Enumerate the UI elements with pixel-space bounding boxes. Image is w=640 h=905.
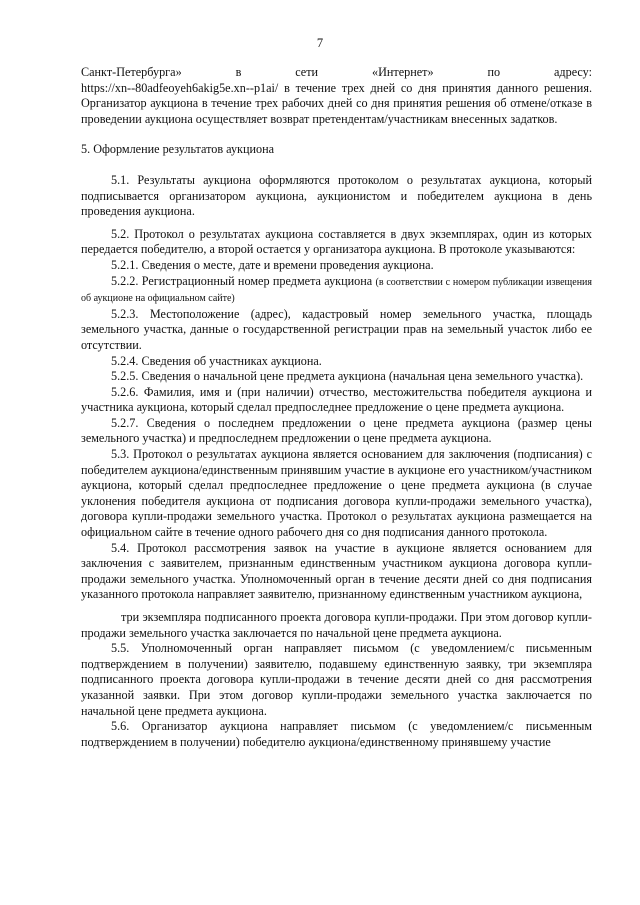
intro-first-line: Санкт-Петербурга» в сети «Интернет» по адресу:: [81, 65, 592, 79]
paragraph-5-4-continued: три экземпляра подписанного проекта договора купли-продажи. При этом договор купли-продажи земельного участка заключается по начальной цене предмета аукциона.: [81, 610, 592, 640]
intro-paragraph: https://xn--80adfeoyeh6akig5e.xn--p1ai/ в течение трех дней со дня принятия данного решения. Организатор аукциона в течение трех рабочих дней со дня принятия решения об отмене/отказе в проведении аукциона осуществляет возврат претендентам/участникам внесенных задатков.: [81, 80, 592, 126]
paragraph-5-2-6: 5.2.6. Фамилия, имя и (при наличии) отчество, местожительства победителя аукциона и участника аукциона, который сделал предпоследнее предложение о цене предмета аукциона.: [81, 384, 592, 415]
paragraph-5-5: 5.5. Уполномоченный орган направляет письмом (с уведомлением/с письменным подтверждением в получении) заявителю, подавшему единственную заявку, три экземпляра подписанного проекта договора купли-продажи в течение десяти дней со дня рассмотрения указанной заявки. При этом договор купли-продажи земельного участка заключается по начальной цене предмета аукциона.: [81, 641, 592, 718]
paragraph-5-2-3: 5.2.3. Местоположение (адрес), кадастровый номер земельного участка, площадь земельного участка, данные о государственной регистрации прав на земельный участок либо ее отсутствии.: [81, 306, 592, 352]
paragraph-5-2-2-main: 5.2.2. Регистрационный номер предмета аукциона: [111, 273, 373, 288]
paragraph-5-6: 5.6. Организатор аукциона направляет письмом (с уведомлением/с письменным подтверждением в получении) победителю аукциона/единственному принявшему участие: [81, 719, 592, 749]
paragraph-5-2: 5.2. Протокол о результатах аукциона составляется в двух экземплярах, один из которых передается победителю, а второй остается у организатора аукциона. В протоколе указываются:: [81, 226, 592, 257]
paragraph-5-2-4: 5.2.4. Сведения об участниках аукциона.: [111, 353, 322, 368]
paragraph-5-4: 5.4. Протокол рассмотрения заявок на участие в аукционе является основанием для заключения с заявителем, признанным единственным участником аукциона договора купли-продажи земельного участка. Уполномоченный орган в течение десяти дней со дня подписания указанного протокола направляет заявителю, признанному единственным участником аукциона,: [81, 540, 592, 602]
paragraph-5-2-7: 5.2.7. Сведения о последнем предложении о цене предмета аукциона (размер цены земельного участка) и предпоследнем предложении о цене предмета аукциона.: [81, 415, 592, 446]
paragraph-5-1: 5.1. Результаты аукциона оформляются протоколом о результатах аукциона, который подписывается организатором аукциона, аукционистом и победителем аукциона в день проведения аукциона.: [81, 172, 592, 219]
paragraph-5-2-1: 5.2.1. Сведения о месте, дате и времени проведения аукциона.: [111, 257, 434, 272]
paragraph-5-2-5: 5.2.5. Сведения о начальной цене предмета аукциона (начальная цена земельного участка).: [111, 369, 584, 384]
document-body: [81, 65, 592, 750]
paragraph-5-2-2: [81, 274, 592, 307]
paragraph-5-3: 5.3. Протокол о результатах аукциона является основанием для заключения (подписания) с победителем аукциона/единственным принявшим участие в аукционе его участником/участником аукциона, который сделал предпоследнее предложение о цене предмета аукциона (в случае уклонения победителя аукциона от подписания договора купли-продажи земельного участка), договора купли-продажи земельного участка. Протокол о результатах аукциона размещается на официальном сайте в течение одного рабочего дня со дня подписания данного протокола.: [81, 447, 592, 540]
page-number: 7: [316, 36, 324, 50]
section-title: 5. Оформление результатов аукциона: [81, 142, 275, 157]
paragraph-5-2-2-note: (в соответствии с номером публикации извещения об аукционе на официальном сайте): [81, 276, 592, 305]
